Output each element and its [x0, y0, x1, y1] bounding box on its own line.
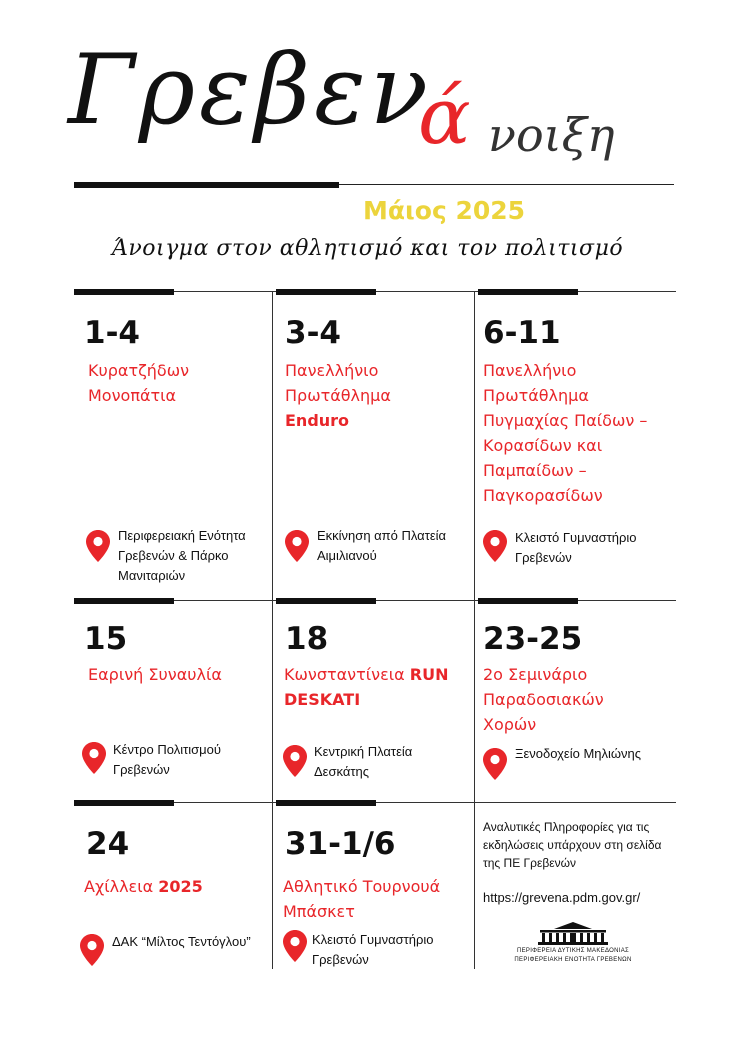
title-accent: ά — [418, 72, 471, 162]
map-pin-icon — [82, 742, 106, 774]
event-location: ΔΑΚ “Μίλτος Τεντόγλου” — [112, 934, 251, 949]
event-date: 24 — [86, 826, 130, 862]
event-location: Κλειστό Γυμναστήριο Γρεβενών — [515, 530, 637, 565]
event-title: 2ο Σεμινάριο Παραδοσιακών Χορών — [483, 665, 604, 734]
map-pin-icon — [285, 530, 309, 562]
month-label: Μάιος 2025 — [363, 196, 526, 225]
cell-tab — [74, 800, 174, 806]
cell-tab — [276, 598, 376, 604]
title-main: Γρεβεν — [68, 34, 432, 146]
event-title: Κωνσταντίνεια — [284, 665, 405, 684]
event-location: Περιφερειακή Ενότητα Γρεβενών & Πάρκο Μανιταριών — [118, 528, 246, 583]
event-date: 1-4 — [84, 315, 141, 351]
logo-line-2: ΠΕΡΙΦΕΡΕΙΑΚΗ ΕΝΟΤΗΤΑ ΓΡΕΒΕΝΩΝ — [514, 957, 632, 963]
event-title: Πανελλήνιο Πρωτάθλημα — [285, 361, 391, 405]
event-cell-4 — [84, 621, 127, 657]
event-cell-5 — [285, 621, 328, 657]
event-cell-6 — [483, 621, 582, 657]
map-pin-icon — [86, 530, 110, 562]
event-title-wrap — [284, 662, 470, 712]
event-location: Κέντρο Πολιτισμού Γρεβενών — [113, 742, 221, 777]
event-cell-7 — [86, 826, 129, 862]
event-location: Εκκίνηση από Πλατεία Αιμιλιανού — [317, 528, 447, 563]
cell-tab — [478, 598, 578, 604]
map-pin-icon — [483, 748, 507, 780]
event-date: 6-11 — [483, 315, 561, 351]
map-pin-icon — [483, 530, 507, 562]
event-title: Κυρατζήδων Μονοπάτια — [88, 361, 190, 405]
event-title-wrap — [84, 874, 264, 899]
government-building-icon — [536, 922, 610, 946]
logo-line-1: ΠΕΡΙΦΕΡΕΙΑ ΔΥΤΙΚΗΣ ΜΑΚΕΔΟΝΙΑΣ — [516, 948, 630, 954]
event-title: Αθλητικό Τουρνουά Μπάσκετ — [283, 877, 441, 921]
subtitle: Άνοιγμα στον αθλητισμό και τον πολιτισμό — [112, 236, 624, 261]
cell-tab — [478, 289, 578, 295]
column-divider — [272, 291, 273, 969]
info-url[interactable]: https://grevena.pdm.gov.gr/ — [483, 890, 641, 905]
cell-tab — [276, 289, 376, 295]
event-cell-2 — [285, 315, 341, 351]
event-date: 23-25 — [483, 621, 583, 657]
event-title-bold: Enduro — [285, 411, 350, 430]
event-title: Αχίλλεια — [84, 877, 154, 896]
header-rule-thick — [74, 182, 339, 188]
map-pin-icon — [283, 930, 307, 962]
event-date: 18 — [285, 621, 329, 657]
event-cell-3 — [483, 315, 561, 351]
event-title-bold: RUN DESKATI — [284, 665, 449, 709]
cell-tab — [74, 598, 174, 604]
event-date: 3-4 — [285, 315, 342, 351]
event-title: Εαρινή Συναυλία — [88, 665, 222, 684]
event-date: 31-1/6 — [285, 826, 396, 862]
event-cell-8 — [285, 826, 395, 862]
event-title-wrap — [285, 358, 435, 433]
event-location: Κλειστό Γυμναστήριο Γρεβενών — [312, 932, 434, 967]
event-title-bold: 2025 — [158, 877, 203, 896]
event-location: Ξενοδοχείο Μηλιώνης — [515, 746, 642, 761]
column-divider — [474, 291, 475, 969]
event-title: Πανελλήνιο Πρωτάθλημα Πυγμαχίας Παίδων – Κορασίδων και Παμπαίδων – Παγκορασίδων — [483, 361, 648, 505]
event-cell-1 — [84, 315, 140, 351]
cell-tab — [276, 800, 376, 806]
map-pin-icon — [283, 745, 307, 777]
logo-caption — [500, 947, 646, 965]
event-location: Κεντρική Πλατεία Δεσκάτης — [314, 744, 413, 779]
map-pin-icon — [80, 934, 104, 966]
title-rest: νοιξη — [488, 108, 615, 162]
cell-tab — [74, 289, 174, 295]
info-text: Αναλυτικές Πληροφορίες για τις εκδηλώσεις υπάρχουν στη σελίδα της ΠΕ Γρεβενών — [483, 820, 662, 870]
event-date: 15 — [84, 621, 128, 657]
